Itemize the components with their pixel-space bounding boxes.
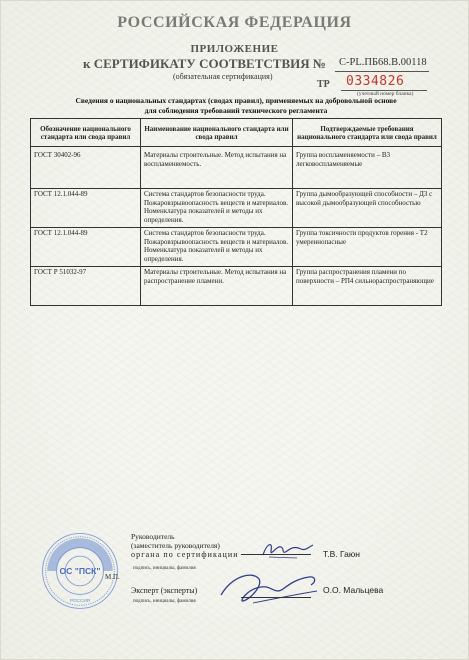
seal-center-text: ОС "ПСК"	[59, 566, 101, 577]
expert-label: Эксперт (эксперты)	[131, 586, 198, 595]
cell-name: Материалы строительные. Метод испытания на воспламеняемость.	[141, 147, 293, 189]
table-row	[31, 147, 442, 189]
certificate-number: С-PL.ПБ68.В.00118	[339, 57, 427, 68]
head-label-2: (заместитель руководителя)	[131, 541, 220, 550]
blank-number: 0334826	[346, 74, 405, 89]
header-requirement: Подтверждаемые требования национального стандарта или свода правил	[293, 119, 442, 147]
seal-bottom-text: РОССИЯ	[69, 598, 91, 604]
head-signature-line	[241, 554, 311, 555]
certificate-line: к СЕРТИФИКАТУ СООТВЕТСТВИЯ №	[83, 56, 326, 71]
cell-name: Система стандартов безопасности труда. Пожаровзрывоопасность веществ и материалов. Номенклатура показателей и методы их определения.	[141, 189, 293, 228]
country-title: РОССИЙСКАЯ ФЕДЕРАЦИЯ	[117, 14, 352, 31]
cell-name: Материалы строительные. Метод испытания на распространение пламени.	[141, 267, 293, 306]
head-signature	[257, 537, 317, 563]
head-label-3: органа по сертификации	[131, 550, 239, 559]
signature-caption-1: подпись, инициалы, фамилия	[133, 566, 196, 571]
head-label-block	[131, 532, 239, 559]
table-header-row	[31, 119, 442, 147]
cell-designation: ГОСТ 12.1.044-89	[31, 189, 141, 228]
standards-table	[30, 118, 442, 306]
head-label-1: Руководитель	[131, 532, 175, 541]
certification-type: (обязательная сертификация)	[173, 72, 273, 81]
cell-designation: ГОСТ 12.1.044-89	[31, 228, 141, 267]
cell-designation: ГОСТ 30402-96	[31, 147, 141, 189]
cell-requirement: Группа токсичности продуктов горения - Т2 умереннопасные	[293, 228, 442, 267]
cell-designation: ГОСТ Р 51032-97	[31, 267, 141, 306]
certification-seal	[41, 532, 119, 610]
header-designation: Обозначение национального стандарта или свода правил	[31, 119, 141, 147]
cell-name: Система стандартов безопасности труда. Пожаровзрывоопасность веществ и материалов. Номенклатура показателей и методы их определения.	[141, 228, 293, 267]
cell-requirement: Группа распространения пламени по поверхности – РП4 сильнораспространяющие	[293, 267, 442, 306]
cell-requirement: Группа воспламеняемости – В3 легковоспламеняемые	[293, 147, 442, 189]
certificate-number-underline	[335, 71, 429, 72]
table-row	[31, 228, 442, 267]
info-heading: Сведения о национальных стандартах (сводах правил), применяемых на добровольной основе для соблюдения требований технического регламента	[75, 96, 397, 115]
blank-caption: (учетный номер бланка)	[357, 91, 414, 97]
cell-requirement: Группа дымообразующей способности – Д3 с высокой дымообразующей способностью	[293, 189, 442, 228]
expert-signature-line	[241, 597, 311, 598]
mp-label: М.П.	[105, 573, 120, 581]
header-name: Наименование национального стандарта или свода правил	[141, 119, 293, 147]
table-row	[31, 267, 442, 306]
annex-title: ПРИЛОЖЕНИЕ	[190, 43, 279, 55]
expert-name: О.О. Мальцева	[323, 585, 384, 595]
tr-label: ТР	[317, 79, 330, 90]
table-row	[31, 189, 442, 228]
head-name: Т.В. Гаюн	[323, 549, 360, 559]
expert-signature	[213, 565, 323, 609]
signature-caption-2: подпись, инициалы, фамилия	[133, 599, 196, 604]
